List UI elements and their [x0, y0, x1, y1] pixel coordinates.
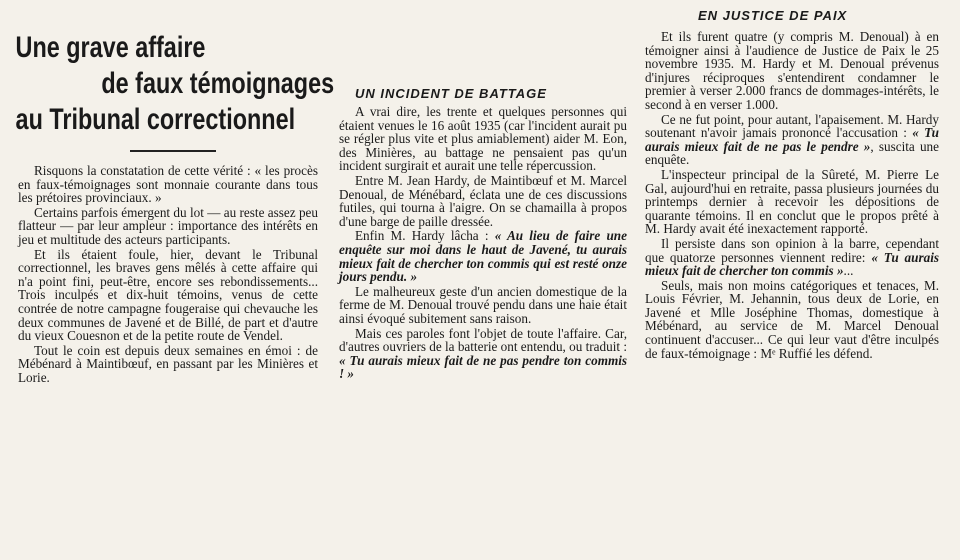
headline-line-3: au Tribunal correctionnel	[15, 103, 296, 136]
quote-text: « Tu aurais mieux fait de ne pas le pendre »	[645, 125, 939, 154]
column-2-body	[339, 105, 627, 381]
column-3-body	[645, 30, 939, 360]
quote-text: « Tu aurais mieux fait de chercher ton commis »	[645, 249, 939, 279]
paragraph: Et ils furent quatre (y compris M. Denoual) à en témoigner ainsi à l'audience de Justice de Paix le 25 novembre 1935. M. Hardy et M. Denoual prévenus d'injures réciproques s'entendirent condamner le premier à verser 2.000 francs de dommages-intérêts, le second à en verser 1.000.	[645, 29, 939, 112]
paragraph: Entre M. Jean Hardy, de Maintibœuf et M. Marcel Denoual, de Ménébard, éclata une de ces discussions futiles, qui tourna à l'aigre. On se chamailla à propos d'une barge de paille dressée.	[339, 172, 627, 229]
column-1-body	[18, 164, 318, 385]
paragraph	[339, 327, 627, 381]
subheading-justice: EN JUSTICE DE PAIX	[698, 8, 848, 23]
paragraph: Le malheureux geste d'un ancien domestique de la ferme de M. Denoual trouvé pendu dans une haie était ainsi évoqué subitement sans raison.	[339, 283, 627, 326]
paragraph: Seuls, mais non moins catégoriques et tenaces, M. Louis Février, M. Jehannin, tous deux de Lorie, en Javené et Mlle Joséphine Thomas, domestique à Mébénard, au service de M. Marcel Denoual continuent d'accuser... Ce qui leur vaut d'être inculpés de faux-témoignage : Mᵉ Ruffié les défend.	[645, 277, 939, 361]
paragraph: Risquons la constatation de cette vérité : « les procès en faux-témoignages sont monnaie courante dans tous les prétoires provinciaux. »	[18, 163, 318, 206]
subheading-incident: UN INCIDENT DE BATTAGE	[355, 86, 547, 101]
headline-divider	[130, 150, 216, 152]
paragraph: Certains parfois émergent du lot — au reste assez peu flatteur — par leur ampleur : importance des intérêts en jeu et multitude des acteurs participants.	[18, 204, 318, 247]
text-run: ...	[843, 263, 854, 279]
paragraph: L'inspecteur principal de la Sûreté, M. Pierre Le Gal, aujourd'hui en retraite, passa plusieurs journées du printemps dernier à recevoir les dépositions de quarante témoins. Il en conclut que le propos prêté à M. Hardy avait été inexactement rapporté.	[645, 166, 939, 237]
paragraph	[645, 113, 939, 167]
text-run: Il persiste dans son opinion à la barre, cependant que quatorze personnes viennent redire:	[645, 235, 939, 265]
text-run: Enfin M. Hardy lâcha :	[355, 228, 495, 244]
quote-text: « Tu aurais mieux fait de ne pas pendre ton commis ! »	[339, 352, 627, 382]
text-run: Mais ces paroles font l'objet de toute l'affaire. Car, d'autres ouvriers de la batterie ont entendu, ou traduit :	[339, 325, 628, 355]
text-run: , suscita une enquête.	[645, 138, 939, 168]
paragraph	[645, 237, 939, 278]
paragraph: Tout le coin est depuis deux semaines en émoi : de Mébénard à Maintibœuf, en passant par les Minières et Lorie.	[18, 342, 318, 385]
quote-text: « Au lieu de faire une enquête sur moi dans le haut de Javené, tu aurais mieux fait de chercher ton commis qui est resté onze jours pendu. »	[339, 228, 627, 285]
headline-line-2: de faux témoignages	[101, 67, 335, 100]
paragraph: A vrai dire, les trente et quelques personnes qui étaient venues le 16 août 1935 (car l'incident aurait pu se régler plus vite et plus amiablement) aider M. Eon, des Minières, au battage ne pensaient pas qu'un incident surgirait et aurait une telle répercussion.	[339, 104, 627, 174]
paragraph	[339, 229, 627, 283]
text-run: Ce ne fut point, pour autant, l'apaisement. M. Hardy soutenant n'avoir jamais prononcé l'accusation :	[645, 111, 939, 141]
paragraph: Et ils étaient foule, hier, devant le Tribunal correctionnel, les braves gens mêlés à cette affaire qui n'a point fini, peut-être, encore ses rebondissements... Trois inculpés et dix-huit témoins, venus de cette contrée de notre campagne fougeraise qui chevauche les deux communes de Javené et de Billé, de part et d'autre du vieux Couesnon et de la petite route de Vendel.	[18, 246, 318, 344]
headline-line-1: Une grave affaire	[15, 31, 206, 64]
